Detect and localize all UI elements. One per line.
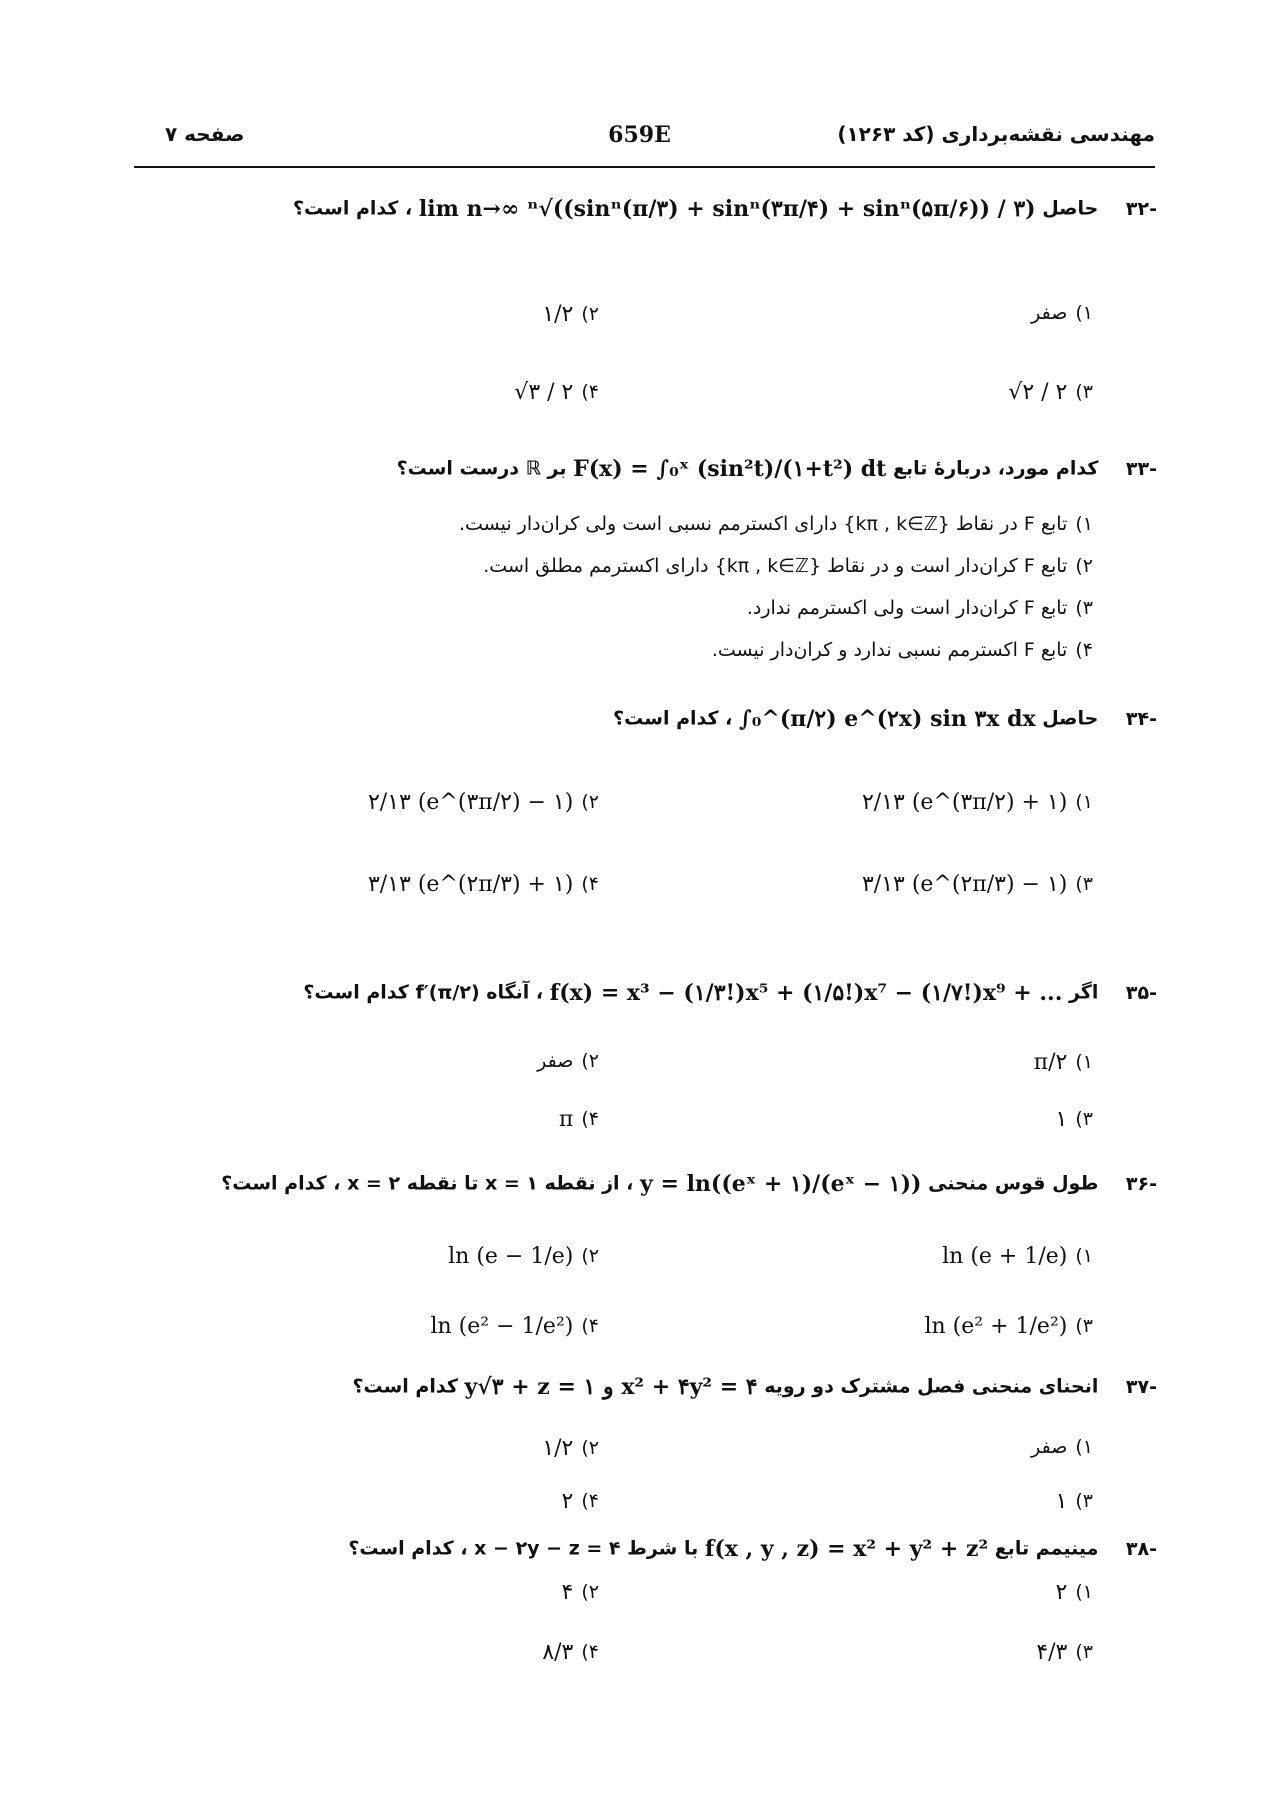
question-text: طول قوس منحنی [928, 1172, 1099, 1195]
question-text: کدام مورد، دربارهٔ تابع [892, 457, 1099, 480]
option-37-3[interactable] [1056, 1489, 1093, 1514]
option-value: ۱ [1055, 1107, 1068, 1132]
option-value: ۴/۳ [1036, 1640, 1068, 1665]
option-36-2[interactable] [448, 1244, 599, 1269]
question-33 [120, 456, 1157, 482]
option-value: صفر [1031, 302, 1068, 324]
question-text: کدام است؟ [352, 1375, 458, 1398]
option-label: ۱) [1075, 1581, 1093, 1603]
exam-code: 659E [608, 122, 671, 148]
option-label: ۱) [1075, 1436, 1093, 1458]
option-label: ۲) [581, 1245, 599, 1267]
option-38-2[interactable] [562, 1580, 599, 1605]
option-value: ln (e² + 1/e²) [924, 1314, 1068, 1339]
option-label: ۳) [1075, 1490, 1093, 1512]
option-value: π/۲ [1033, 1050, 1068, 1075]
question-formula: y = ln((eˣ + ۱)/(eˣ − ۱)) [640, 1171, 922, 1197]
option-37-1[interactable] [1031, 1436, 1093, 1458]
option-37-2[interactable] [542, 1436, 599, 1461]
option-label: ۴) [581, 1641, 599, 1663]
option-38-1[interactable] [1056, 1580, 1093, 1605]
option-35-4[interactable] [559, 1107, 599, 1132]
option-33-1[interactable] [459, 513, 1093, 535]
option-label: ۲) [581, 303, 599, 325]
exam-title: مهندسی نقشه‌برداری (کد ۱۲۶۳) [837, 122, 1155, 146]
option-label: ۴) [581, 1490, 599, 1512]
option-37-4[interactable] [562, 1489, 599, 1514]
option-value: √۳ / ۲ [514, 380, 574, 405]
question-formula: lim n→∞ ⁿ√((sinⁿ(π/۳) + sinⁿ(۳π/۴) + sinⁿ(۵π/۶)) / ۳) [418, 196, 1036, 222]
option-label: ۴) [581, 1315, 599, 1337]
question-formula: f(x) = x³ − (۱/۳!)x⁵ + (۱/۵!)x⁷ − (۱/۷!)x⁹ + ... [549, 980, 1063, 1006]
option-value: ۳/۱۳ (e^(۲π/۳) − ۱) [861, 872, 1068, 897]
option-value: ۱ [1055, 1489, 1068, 1514]
question-number: -۳۲ [1125, 197, 1157, 220]
question-formula: ∫₀^(π/۲) e^(۲x) sin ۳x dx [739, 706, 1036, 732]
option-label: ۳) [1075, 1315, 1093, 1337]
option-value: تابع F کران‌دار است و در نقاط {kπ , k∈ℤ} دارای اکسترمم مطلق است. [483, 555, 1068, 577]
question-text: اگر [1068, 981, 1099, 1004]
option-label: ۱) [1075, 791, 1093, 813]
question-number: -۳۴ [1125, 707, 1157, 730]
option-38-4[interactable] [542, 1640, 599, 1665]
option-label: ۳) [1075, 873, 1093, 895]
option-label: ۱) [1075, 302, 1093, 324]
option-value: تابع F کران‌دار است ولی اکسترمم ندارد. [746, 597, 1068, 619]
option-value: ۸/۳ [542, 1640, 574, 1665]
question-text: حاصل [1042, 197, 1099, 220]
option-36-3[interactable] [924, 1314, 1093, 1339]
option-value: π [558, 1107, 574, 1132]
option-34-3[interactable] [862, 872, 1093, 897]
option-label: ۱) [1075, 513, 1093, 535]
question-formula: y√۳ + z = ۱ و x² + ۴y² = ۴ [464, 1374, 758, 1400]
option-36-1[interactable] [942, 1244, 1093, 1269]
question-text: انحنای منحنی فصل مشترک دو رویه [764, 1375, 1099, 1398]
option-35-2[interactable] [537, 1050, 599, 1072]
question-text: بر ℝ درست است؟ [396, 457, 567, 480]
option-36-4[interactable] [430, 1314, 599, 1339]
question-35 [120, 980, 1157, 1006]
option-32-1[interactable] [1031, 302, 1093, 324]
option-label: ۲) [581, 1581, 599, 1603]
question-37 [120, 1374, 1157, 1400]
question-formula: f(x , y , z) = x² + y² + z² [704, 1536, 989, 1562]
option-label: ۴) [581, 1108, 599, 1130]
question-formula: F(x) = ∫₀ˣ (sin²t)/(۱+t²) dt [573, 456, 887, 482]
option-value: تابع F اکسترمم نسبی ندارد و کران‌دار نیست. [711, 639, 1068, 661]
option-label: ۳) [1075, 381, 1093, 403]
option-35-1[interactable] [1034, 1050, 1093, 1075]
question-number: -۳۶ [1125, 1172, 1157, 1195]
question-text: ، از نقطه x = ۱ تا نقطه x = ۲ ، کدام است؟ [221, 1172, 634, 1195]
option-label: ۲) [581, 791, 599, 813]
option-33-4[interactable] [712, 639, 1093, 661]
option-label: ۴) [1075, 639, 1093, 661]
option-38-3[interactable] [1036, 1640, 1093, 1665]
option-value: تابع F در نقاط {kπ , k∈ℤ} دارای اکسترمم نسبی است ولی کران‌دار نیست. [458, 513, 1068, 535]
header-divider [134, 166, 1155, 168]
option-value: ۲ [1055, 1580, 1068, 1605]
option-32-4[interactable] [514, 380, 599, 405]
question-32 [120, 196, 1157, 222]
option-34-1[interactable] [862, 790, 1093, 815]
option-label: ۲) [1075, 555, 1093, 577]
page-number: صفحه ۷ [165, 122, 245, 146]
option-label: ۲) [581, 1437, 599, 1459]
question-number: -۳۳ [1125, 457, 1157, 480]
question-text: ، آنگاه f′(π/۲) کدام است؟ [303, 981, 544, 1004]
option-34-4[interactable] [368, 872, 599, 897]
option-label: ۳) [1075, 1641, 1093, 1663]
question-text: حاصل [1042, 707, 1099, 730]
option-34-2[interactable] [368, 790, 599, 815]
option-value: صفر [537, 1050, 574, 1072]
option-value: ln (e + 1/e) [942, 1244, 1068, 1269]
question-number: -۳۵ [1125, 981, 1157, 1004]
option-value: ۴ [561, 1580, 574, 1605]
option-label: ۱) [1075, 1245, 1093, 1267]
option-32-3[interactable] [1008, 380, 1093, 405]
option-33-3[interactable] [747, 597, 1093, 619]
question-number: -۳۸ [1125, 1537, 1157, 1560]
option-value: ln (e² − 1/e²) [430, 1314, 574, 1339]
option-label: ۱) [1075, 1051, 1093, 1073]
option-value: ۲/۱۳ (e^(۳π/۲) + ۱) [861, 790, 1068, 815]
option-label: ۴) [581, 381, 599, 403]
question-34 [120, 706, 1157, 732]
option-label: ۳) [1075, 1108, 1093, 1130]
option-value: ۱/۲ [542, 1436, 574, 1461]
option-label: ۳) [1075, 597, 1093, 619]
question-text: ، کدام است؟ [293, 197, 413, 220]
option-value: ۱/۲ [542, 302, 574, 327]
option-33-2[interactable] [483, 555, 1093, 577]
option-32-2[interactable] [542, 302, 599, 327]
question-text: با شرط x − ۲y − z = ۴ ، کدام است؟ [348, 1537, 699, 1560]
option-value: ۳/۱۳ (e^(۲π/۳) + ۱) [367, 872, 574, 897]
question-text: ، کدام است؟ [613, 707, 733, 730]
option-value: √۲ / ۲ [1008, 380, 1068, 405]
option-35-3[interactable] [1056, 1107, 1093, 1132]
question-number: -۳۷ [1125, 1375, 1157, 1398]
option-label: ۴) [581, 873, 599, 895]
option-label: ۲) [581, 1050, 599, 1072]
option-value: ۲ [561, 1489, 574, 1514]
option-value: ۲/۱۳ (e^(۳π/۲) − ۱) [367, 790, 574, 815]
option-value: ln (e − 1/e) [448, 1244, 574, 1269]
question-36 [120, 1171, 1157, 1197]
question-38 [120, 1536, 1157, 1562]
question-text: مینیمم تابع [994, 1537, 1099, 1560]
option-value: صفر [1031, 1436, 1068, 1458]
